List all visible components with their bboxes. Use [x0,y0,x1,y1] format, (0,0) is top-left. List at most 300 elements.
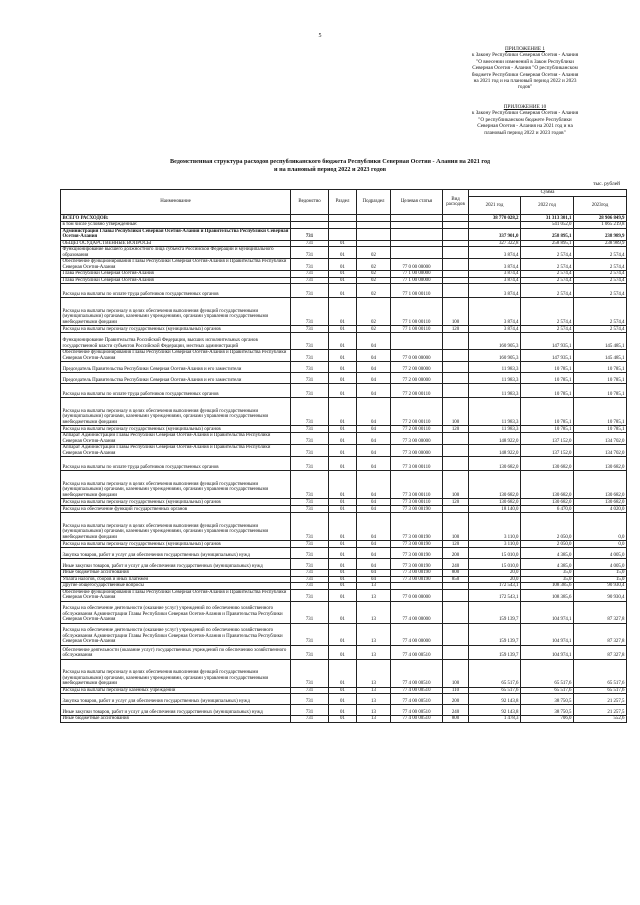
header-2023: 2023год [574,197,627,215]
cell-sum-2023: 90 930,4 [574,583,627,590]
cell-target: 77 1 00 00110 [391,326,443,333]
cell-sum-2022: 2 574,4 [521,277,574,284]
cell-podrazdel: 04 [357,426,391,433]
header-podrazdel: Подраздел [357,190,391,215]
cell-ved: 731 [291,499,329,506]
cell-vid [443,215,469,222]
cell-ved: 731 [291,659,329,687]
cell-sum-2022: 706,0 [521,716,574,723]
header-name: Наименование [61,190,291,215]
cell-sum-2023: 2 574,4 [574,326,627,333]
cell-ved: 731 [291,694,329,705]
cell-name: ВСЕГО РАСХОДОВ: [61,215,291,222]
table-body [61,215,627,723]
cell-sum-2021: 3 874,4 [469,326,521,333]
appendix-line: Северная Осетия - Алания "О республиканском [472,65,578,72]
cell-target: 77 2 00 00110 [391,398,443,426]
cell-razdel: 01 [329,298,357,326]
cell-sum-2022: 104 974,1 [521,623,574,645]
cell-name: Расходы на выплаты персоналу государственных (муниципальных) органов [61,426,291,433]
cell-name: Глава Республики Северная Осетия-Алания [61,277,291,284]
cell-sum-2022: 137 152,0 [521,433,574,445]
cell-sum-2023: 21 257,5 [574,694,627,705]
cell-sum-2021: 65 517,6 [469,659,521,687]
cell-target: 77 3 00 00190 [391,548,443,559]
cell-vid: 800 [443,570,469,577]
cell-razdel: 01 [329,277,357,284]
cell-razdel: 01 [329,471,357,499]
cell-target: 77 4 00 00510 [391,705,443,716]
cell-sum-2022: 104 974,1 [521,601,574,623]
cell-sum-2022: 10 785,1 [521,362,574,373]
cell-name: Расходы на обеспечение деятельности (оказание услуг) учреждений по обеспечению хозяйственного обслуживания Администрации Главы Республики Северная Осетия-Алания и Правительства Республики Северная Осетия-Алания [61,601,291,623]
cell-target: 77 3 00 00190 [391,506,443,513]
cell-vid [443,247,469,259]
cell-ved: 731 [291,426,329,433]
cell-name: в том числе условно утвержденные: [61,222,291,229]
appendix-10-text [450,110,600,136]
cell-sum-2022: 10 785,1 [521,426,574,433]
units-label: тыс. рублей [593,181,620,187]
header-vid: Вид расходов [443,190,469,215]
cell-vid: 120 [443,326,469,333]
cell-sum-2023: 145 485,1 [574,333,627,350]
cell-name: Функционирование Правительства Российской Федерации, высших исполнительных органов государственной власти субъектов Российской Федерации, местных администраций [61,333,291,350]
cell-razdel: 01 [329,559,357,570]
cell-vid: 100 [443,659,469,687]
appendix-1-heading: ПРИЛОЖЕНИЕ 1 [505,46,545,52]
cell-sum-2021: 15 010,0 [469,559,521,570]
cell-podrazdel: 13 [357,583,391,590]
cell-sum-2022: 137 152,0 [521,445,574,457]
cell-vid: 100 [443,513,469,541]
cell-target: 77 0 00 00000 [391,259,443,271]
appendix-line: годов" [517,84,533,91]
cell-name: Расходы на выплаты персоналу в целях обеспечения выполнения функций государственными (муниципальными) органами, казенными учреждениями, органами управления государственными внебюджетными фондами [61,513,291,541]
cell-ved: 731 [291,716,329,723]
cell-ved: 731 [291,384,329,398]
cell-podrazdel: 02 [357,298,391,326]
cell-name: Иные бюджетные ассигнования [61,716,291,723]
cell-podrazdel: 04 [357,548,391,559]
header-razdel: Раздел [329,190,357,215]
cell-vid: 120 [443,426,469,433]
cell-target: 77 3 00 00110 [391,471,443,499]
cell-target: 77 1 00 00000 [391,271,443,278]
cell-razdel: 01 [329,362,357,373]
cell-sum-2023: 87 327,8 [574,645,627,659]
cell-ved: 731 [291,247,329,259]
cell-razdel: 01 [329,705,357,716]
cell-razdel: 01 [329,576,357,583]
cell-vid: 850 [443,576,469,583]
cell-podrazdel: 02 [357,271,391,278]
cell-sum-2022: 38 750,5 [521,694,574,705]
cell-vid: 120 [443,541,469,548]
cell-podrazdel: 04 [357,373,391,384]
cell-name: Глава Республики Северная Осетия-Алания [61,271,291,278]
cell-target: 77 3 00 00000 [391,445,443,457]
cell-sum-2022: 2 050,0 [521,513,574,541]
cell-sum-2021: 11 983,3 [469,362,521,373]
cell-podrazdel: 04 [357,570,391,577]
cell-sum-2021: 172 543,1 [469,583,521,590]
table-row [61,333,627,350]
cell-sum-2023: 4 005,0 [574,548,627,559]
cell-sum-2021: 11 983,3 [469,398,521,426]
cell-name: Расходы на выплаты персоналу государственных (муниципальных) органов [61,499,291,506]
cell-sum-2021: 3 874,4 [469,247,521,259]
cell-razdel: 01 [329,506,357,513]
cell-sum-2022: 108 385,6 [521,583,574,590]
cell-sum-2023: 65 517,6 [574,659,627,687]
cell-sum-2023: 65 517,6 [574,687,627,694]
cell-vid [443,433,469,445]
cell-ved: 731 [291,576,329,583]
cell-vid: 240 [443,705,469,716]
cell-vid: 100 [443,398,469,426]
table-row [61,589,627,601]
cell-name: Расходы на выплаты персоналу в целях обеспечения выполнения функций государственными (муниципальными) органами, казенными учреждениями, органами управления государственными внебюджетными фондами [61,398,291,426]
cell-razdel: 01 [329,601,357,623]
cell-ved: 731 [291,705,329,716]
table-row [61,350,627,362]
cell-podrazdel: 02 [357,247,391,259]
header-2021: 2021 год [469,197,521,215]
cell-name: Председатель Правительства Республики Северная Осетия-Алания и его заместители [61,362,291,373]
cell-vid [443,645,469,659]
cell-vid: 100 [443,298,469,326]
cell-target: 77 1 00 00110 [391,298,443,326]
cell-podrazdel: 13 [357,687,391,694]
cell-podrazdel: 13 [357,659,391,687]
cell-ved: 731 [291,350,329,362]
cell-name: Другие общегосударственные вопросы [61,583,291,590]
cell-vid [443,362,469,373]
cell-sum-2022: 31 313 301,1 [521,215,574,222]
cell-razdel: 01 [329,284,357,298]
cell-sum-2021: 160 905,3 [469,350,521,362]
cell-razdel: 01 [329,247,357,259]
cell-vid [443,601,469,623]
cell-podrazdel: 04 [357,398,391,426]
cell-sum-2023: 10 785,1 [574,398,627,426]
cell-sum-2022: 130 682,0 [521,471,574,499]
cell-sum-2023: 238 989,9 [574,228,627,240]
cell-podrazdel: 04 [357,559,391,570]
cell-ved: 731 [291,277,329,284]
cell-podrazdel: 13 [357,694,391,705]
table-row [61,694,627,705]
cell-podrazdel: 04 [357,433,391,445]
cell-target: 77 3 00 00190 [391,576,443,583]
cell-razdel: 01 [329,659,357,687]
cell-ved: 731 [291,271,329,278]
cell-podrazdel: 04 [357,499,391,506]
cell-vid [443,457,469,471]
cell-sum-2021: 11 983,3 [469,373,521,384]
cell-sum-2021: 3 874,4 [469,271,521,278]
table-row [61,513,627,541]
cell-podrazdel: 13 [357,705,391,716]
cell-target: 77 3 00 00000 [391,433,443,445]
cell-vid [443,259,469,271]
cell-podrazdel: 04 [357,506,391,513]
appendix-line: бюджете Республики Северная Осетия - Алания [471,71,579,78]
table-row [61,499,627,506]
cell-ved: 731 [291,471,329,499]
cell-ved: 731 [291,559,329,570]
cell-sum-2021: 172 543,1 [469,589,521,601]
cell-vid: 110 [443,687,469,694]
cell-razdel: 01 [329,259,357,271]
cell-podrazdel: 04 [357,350,391,362]
budget-table [60,189,627,723]
cell-name: Обеспечение функционирования Главы Республики Северная Осетия-Алания и Правительства Республики Северная Осетия-Алания [61,259,291,271]
cell-vid: 240 [443,559,469,570]
table-row [61,457,627,471]
table-row [61,541,627,548]
cell-sum-2022: 6 470,0 [521,506,574,513]
header-ved: Ведомство [291,190,329,215]
table-row [61,228,627,240]
cell-razdel: 01 [329,694,357,705]
cell-name: Администрация Главы Республики Северная Осетия-Алания и Правительства Республики Северная Осетия-Алания [61,228,291,240]
cell-sum-2023: 2 574,4 [574,271,627,278]
cell-sum-2022: 65 517,6 [521,687,574,694]
table-row [61,298,627,326]
cell-sum-2021: 92 143,8 [469,705,521,716]
cell-target: 77 3 00 00190 [391,513,443,541]
cell-sum-2022: 10 785,1 [521,398,574,426]
table-row [61,716,627,723]
cell-sum-2023: 10 785,1 [574,384,627,398]
cell-sum-2022: 108 385,6 [521,589,574,601]
appendix-line: "О внесении изменений в Закон Республики [476,58,574,65]
cell-vid: 120 [443,499,469,506]
cell-ved: 731 [291,362,329,373]
cell-name: Закупка товаров, работ и услуг для обеспечения государственных (муниципальных) нужд [61,548,291,559]
cell-ved: 731 [291,433,329,445]
cell-vid [443,350,469,362]
cell-sum-2021: 159 139,7 [469,623,521,645]
cell-name: Расходы на выплаты персоналу казенных учреждений [61,687,291,694]
cell-ved: 731 [291,284,329,298]
appendix-1-text [450,52,600,90]
appendix-line: Северная Осетия - Алания на 2021 год и на [477,123,573,130]
cell-sum-2021: 3 874,4 [469,277,521,284]
cell-name: Уплата налогов, сборов и иных платежей [61,576,291,583]
cell-ved: 731 [291,589,329,601]
cell-sum-2022: 2 574,4 [521,271,574,278]
cell-name: Расходы на выплаты персоналу в целях обеспечения выполнения функций государственными (муниципальными) органами, казенными учреждениями, органами управления государственными внебюджетными фондами [61,471,291,499]
cell-ved: 731 [291,398,329,426]
cell-razdel: 01 [329,333,357,350]
cell-target: 77 0 00 00000 [391,589,443,601]
cell-vid [443,373,469,384]
cell-sum-2022: 10 785,1 [521,384,574,398]
cell-vid [443,506,469,513]
cell-razdel: 01 [329,548,357,559]
cell-sum-2022: 65 517,6 [521,659,574,687]
cell-name: Расходы на выплаты персоналу в целях обеспечения выполнения функций государственными (муниципальными) органами, казенными учреждениями, органами управления государственными внебюджетными фондами [61,659,291,687]
cell-vid [443,333,469,350]
cell-target: 77 4 00 00510 [391,659,443,687]
cell-razdel: 01 [329,271,357,278]
cell-podrazdel [357,228,391,240]
cell-ved: 731 [291,583,329,590]
cell-target: 77 3 00 00110 [391,499,443,506]
cell-ved: 731 [291,623,329,645]
cell-podrazdel: 04 [357,384,391,398]
cell-sum-2021: 15 010,0 [469,548,521,559]
cell-sum-2023: 145 485,1 [574,350,627,362]
cell-razdel: 01 [329,570,357,577]
cell-podrazdel: 04 [357,471,391,499]
cell-vid [443,445,469,457]
appendix-line: плановый период 2022 и 2023 годов" [484,129,566,136]
cell-razdel: 01 [329,426,357,433]
cell-sum-2022: 35,0 [521,570,574,577]
cell-razdel: 01 [329,541,357,548]
cell-podrazdel: 13 [357,589,391,601]
cell-vid [443,228,469,240]
cell-sum-2023: 2 574,4 [574,247,627,259]
cell-sum-2022: 130 682,0 [521,457,574,471]
table-row [61,284,627,298]
cell-name: Иные бюджетные ассигнования [61,570,291,577]
cell-ved: 731 [291,333,329,350]
cell-vid [443,384,469,398]
cell-name: Аппарат Администрации Главы Республики Северная Осетия-Алания и Правительства Республики Северная Осетия-Алания [61,445,291,457]
cell-target: 77 3 00 00190 [391,541,443,548]
cell-sum-2023: 134 702,0 [574,433,627,445]
cell-target: 77 3 00 00190 [391,559,443,570]
cell-target: 77 3 00 00190 [391,570,443,577]
cell-ved: 731 [291,240,329,247]
cell-sum-2021: 3 110,0 [469,541,521,548]
cell-razdel: 01 [329,589,357,601]
cell-razdel: 01 [329,645,357,659]
cell-razdel: 01 [329,373,357,384]
cell-podrazdel: 02 [357,326,391,333]
cell-podrazdel: 04 [357,457,391,471]
cell-razdel: 01 [329,240,357,247]
cell-sum-2023: 130 682,0 [574,457,627,471]
cell-sum-2021: 130 682,0 [469,499,521,506]
cell-ved: 731 [291,259,329,271]
cell-name: Иные закупки товаров, работ и услуг для обеспечения государственных (муниципальных) нужд [61,559,291,570]
cell-name: Расходы на обеспечение функций государственных органов [61,506,291,513]
cell-ved: 731 [291,548,329,559]
cell-sum-2023: 21 257,5 [574,705,627,716]
cell-sum-2022: 258 895,1 [521,240,574,247]
cell-target: 77 2 00 00000 [391,373,443,384]
cell-sum-2021: 148 922,0 [469,445,521,457]
cell-vid: 100 [443,471,469,499]
cell-sum-2021: 130 682,0 [469,471,521,499]
cell-sum-2022: 147 935,1 [521,350,574,362]
cell-razdel: 01 [329,513,357,541]
cell-vid [443,284,469,298]
cell-sum-2022: 2 574,4 [521,284,574,298]
cell-sum-2021: 130 682,0 [469,457,521,471]
cell-sum-2021: 3 874,4 [469,284,521,298]
cell-podrazdel [357,215,391,222]
cell-name: Расходы на выплаты персоналу в целях обеспечения выполнения функций государственными (муниципальными) органами, казенными учреждениями, органами управления государственными внебюджетными фондами [61,298,291,326]
cell-sum-2023: 0,0 [574,513,627,541]
cell-sum-2021: 11 983,3 [469,384,521,398]
cell-sum-2023: 134 702,0 [574,445,627,457]
cell-sum-2021: 337 901,0 [469,228,521,240]
cell-razdel: 01 [329,326,357,333]
cell-razdel: 01 [329,623,357,645]
cell-razdel: 01 [329,716,357,723]
cell-podrazdel: 02 [357,284,391,298]
cell-target: 77 2 00 00110 [391,384,443,398]
cell-podrazdel: 13 [357,601,391,623]
cell-sum-2021: 18 140,0 [469,506,521,513]
cell-name: Функционирование высшего должностного лица субъекта Российской Федерации и муниципального образования [61,247,291,259]
cell-sum-2022: 10 785,1 [521,373,574,384]
cell-sum-2023: 2 574,4 [574,277,627,284]
appendix-line: на 2021 год и на плановый период 2022 и 2023 [473,78,577,85]
cell-ved: 731 [291,506,329,513]
cell-sum-2022: 258 895,1 [521,228,574,240]
cell-sum-2021: 148 922,0 [469,433,521,445]
cell-name: Расходы на обеспечение деятельности (оказание услуг) учреждений по обеспечению хозяйственного обслуживания Администрации Главы Республики Северная Осетия-Алания и Правительства Республики Северная Осетия-Алания [61,623,291,645]
cell-name: Расходы на выплаты персоналу государственных (муниципальных) органов [61,541,291,548]
cell-podrazdel: 04 [357,445,391,457]
cell-sum-2023: 4 020,0 [574,506,627,513]
cell-name: Иные закупки товаров, работ и услуг для обеспечения государственных (муниципальных) нужд [61,705,291,716]
cell-ved: 731 [291,570,329,577]
cell-sum-2023: 0,0 [574,541,627,548]
cell-razdel [329,228,357,240]
cell-target: 77 4 00 00510 [391,716,443,723]
cell-name: Расходы на выплаты по оплате труда работников государственных органов [61,457,291,471]
cell-vid: 200 [443,548,469,559]
table-row [61,623,627,645]
cell-razdel: 01 [329,499,357,506]
cell-razdel: 01 [329,384,357,398]
cell-ved: 731 [291,326,329,333]
cell-sum-2022: 2 574,4 [521,247,574,259]
cell-ved: 731 [291,601,329,623]
cell-sum-2023: 90 930,4 [574,589,627,601]
cell-podrazdel: 13 [357,645,391,659]
header-sum: Сумма [469,190,627,197]
cell-target: 77 4 00 00000 [391,601,443,623]
table-header [61,190,627,215]
cell-name: Обеспечение функционирования Главы Республики Северная Осетия-Алания и Правительства Республики Северная Осетия-Алания [61,350,291,362]
cell-sum-2022: 2 050,0 [521,541,574,548]
cell-target: 77 2 00 00110 [391,426,443,433]
cell-sum-2022: 2 574,4 [521,298,574,326]
cell-name: Обеспечение деятельности (оказание услуг) государственных учреждений по обеспечению хозяйственного обслуживания [61,645,291,659]
cell-sum-2021: 3 874,4 [469,259,521,271]
cell-sum-2023: 4 005,0 [574,559,627,570]
table-row [61,645,627,659]
cell-sum-2022: 2 574,4 [521,259,574,271]
cell-sum-2021: 11 983,3 [469,426,521,433]
cell-target: 77 1 00 00110 [391,284,443,298]
cell-sum-2023: 15,0 [574,570,627,577]
title-line-2: и на плановый период 2022 и 2023 годов [273,166,387,173]
table-row [61,362,627,373]
cell-sum-2021: 20,0 [469,576,521,583]
cell-target: 77 0 00 00000 [391,350,443,362]
